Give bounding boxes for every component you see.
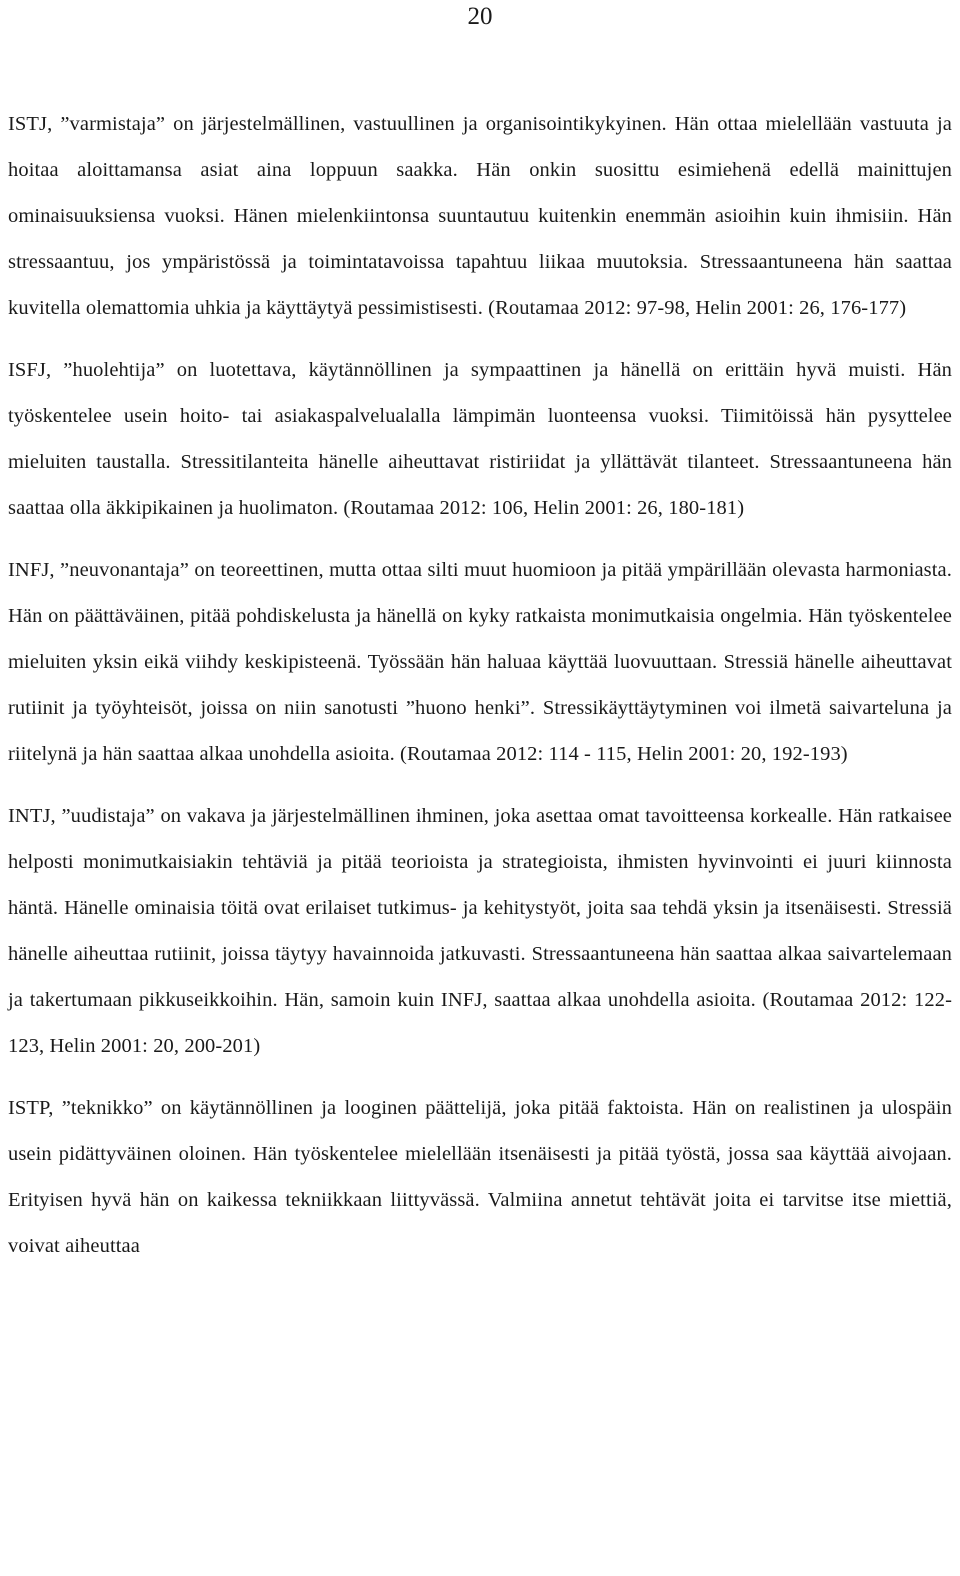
paragraph-istp: ISTP, ”teknikko” on käytännöllinen ja looginen päättelijä, joka pitää faktoista. Hän on realistinen ja ulospäin usein pidättyväinen oloinen. Hän työskentelee mielellään itsenäisesti ja pitää työstä, jossa saa käyttää aivojaan. Erityisen hyvä hän on kaikessa tekniikkaan liittyvässä. Valmiina annetut tehtävät joita ei tarvitse itse miettiä, voivat aiheuttaa [8, 1097, 952, 1257]
document-body [8, 101, 952, 1285]
paragraph-intj: INTJ, ”uudistaja” on vakava ja järjestelmällinen ihminen, joka asettaa omat tavoitteensa korkealle. Hän ratkaisee helposti monimutkaisiakin tehtäviä ja pitää teorioista ja strategioista, ihmisten hyvinvointi ei juuri kiinnosta häntä. Hänelle ominaisia töitä ovat erilaiset tutkimus- ja kehitystyöt, joita saa tehdä yksin ja itsenäisesti. Stressiä hänelle aiheuttaa rutiinit, joissa täytyy havainnoida jatkuvasti. Stressaantuneena hän saattaa alkaa saivartelemaan ja takertumaan pikkuseikkoihin. Hän, samoin kuin INFJ, saattaa alkaa unohdella asioita. (Routamaa 2012: 122-123, Helin 2001: 20, 200-201) [8, 805, 952, 1057]
paragraph-istj: ISTJ, ”varmistaja” on järjestelmällinen, vastuullinen ja organisointikykyinen. Hän ottaa mielellään vastuuta ja hoitaa aloittamansa asiat aina loppuun saakka. Hän onkin suosittu esimiehenä edellä mainittujen ominaisuuksiensa vuoksi. Hänen mielenkiintonsa suuntautuu kuitenkin enemmän asioihin kuin ihmisiin. Hän stressaantuu, jos ympäristössä ja toimintatavoissa tapahtuu liikaa muutoksia. Stressaantuneena hän saattaa kuvitella olemattomia uhkia ja käyttäytyä pessimistisesti. (Routamaa 2012: 97-98, Helin 2001: 26, 176-177) [8, 113, 952, 319]
paragraph-infj: INFJ, ”neuvonantaja” on teoreettinen, mutta ottaa silti muut huomioon ja pitää ympärillään olevasta harmoniasta. Hän on päättäväinen, pitää pohdiskelusta ja hänellä on kyky ratkaista monimutkaisia ongelmia. Hän työskentelee mieluiten yksin eikä viihdy keskipisteenä. Työssään hän haluaa käyttää luovuuttaan. Stressiä hänelle aiheuttavat rutiinit ja työyhteisöt, joissa on niin sanotusti ”huono henki”. Stressikäyttäytyminen voi ilmetä saivarteluna ja riitelynä ja hän saattaa alkaa unohdella asioita. (Routamaa 2012: 114 - 115, Helin 2001: 20, 192-193) [8, 559, 952, 765]
page-number: 20 [467, 3, 493, 30]
paragraph-isfj: ISFJ, ”huolehtija” on luotettava, käytännöllinen ja sympaattinen ja hänellä on erittäin hyvä muisti. Hän työskentelee usein hoito- tai asiakaspalvelualalla lämpimän luonteensa vuoksi. Tiimitöissä hän pysyttelee mieluiten taustalla. Stressitilanteita hänelle aiheuttavat ristiriidat ja yllättävät tilanteet. Stressaantuneena hän saattaa olla äkkipikainen ja huolimaton. (Routamaa 2012: 106, Helin 2001: 26, 180-181) [8, 359, 952, 519]
